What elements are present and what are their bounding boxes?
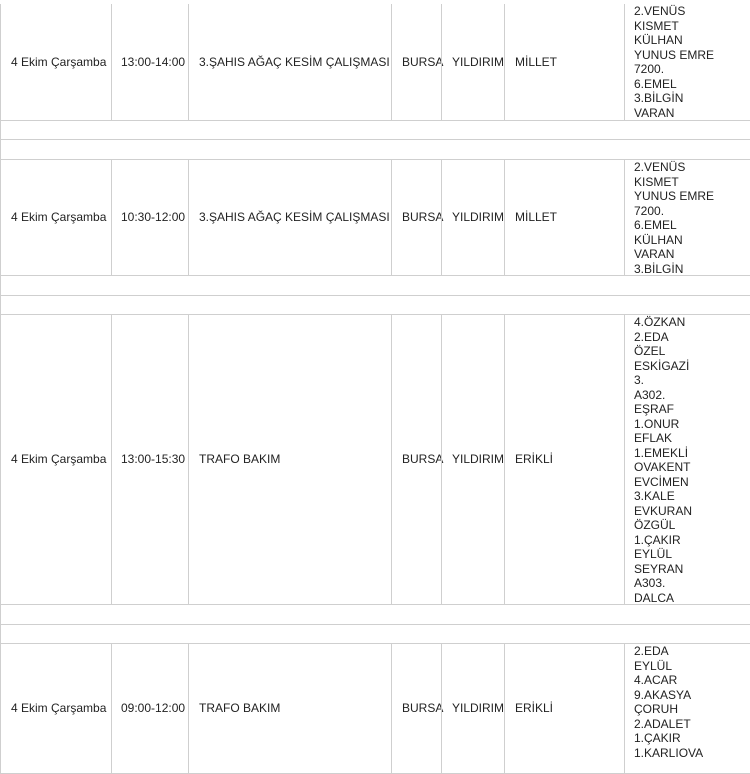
cell-reason: 3.ŞAHIS AĞAÇ KESİM ÇALIŞMASI	[188, 4, 391, 120]
street-name: 3.	[634, 373, 645, 387]
cell-date: 4 Ekim Çarşamba	[0, 159, 111, 275]
street-name: EVKURAN	[634, 503, 693, 518]
cell-streets	[624, 4, 750, 120]
row-divider	[0, 314, 750, 315]
spacer-border	[0, 604, 1, 643]
cell-streets	[624, 314, 750, 604]
street-name: ÖZEL	[634, 344, 666, 358]
street-name: 3.BİLGİN	[634, 91, 684, 105]
table-row	[0, 4, 750, 120]
street-name: EŞRAF	[634, 402, 675, 416]
cell-city: BURSA	[391, 4, 441, 120]
cell-date: 4 Ekim Çarşamba	[0, 314, 111, 604]
street-name: 1.EMEKLİ	[634, 445, 689, 460]
cell-time: 13:00-15:30	[111, 314, 188, 604]
street-name: KISMET	[634, 174, 679, 189]
street-name: 2.VENÜS	[634, 4, 686, 18]
street-name: 3.BİLGİN	[634, 261, 684, 276]
cell-neighborhood: MİLLET	[504, 4, 624, 120]
street-name: 7200.	[634, 62, 665, 76]
street-name: 9.AKASYA	[634, 687, 692, 702]
street-name: EYLÜL	[634, 547, 673, 561]
row-divider	[0, 159, 750, 160]
street-name: DALCA	[634, 590, 675, 605]
street-name: 6.EMEL	[634, 76, 677, 91]
street-name: VARAN	[634, 105, 675, 120]
cell-time: 09:00-12:00	[111, 643, 188, 773]
cell-city: BURSA	[391, 159, 441, 275]
cell-time: 13:00-14:00	[111, 4, 188, 120]
street-name: 4.ÖZKAN	[634, 315, 686, 329]
cell-district: YILDIRIM	[441, 4, 504, 120]
table-row	[0, 314, 750, 604]
street-name: 2.VENÜS	[634, 160, 686, 174]
row-divider	[0, 643, 750, 644]
spacer-border	[0, 120, 1, 159]
cell-date: 4 Ekim Çarşamba	[0, 4, 111, 120]
street-name: YUNUS EMRE	[634, 47, 715, 62]
row-divider	[0, 139, 750, 140]
street-name: KÜLHAN	[634, 33, 683, 47]
cell-streets	[624, 159, 750, 275]
street-name: A303.	[634, 576, 666, 590]
street-name: 1.KARLIOVA	[634, 745, 704, 760]
street-name: KISMET	[634, 18, 679, 33]
row-divider	[0, 604, 750, 605]
street-name: EFLAK	[634, 431, 673, 445]
row-divider	[0, 624, 750, 625]
cell-district: YILDIRIM	[441, 643, 504, 773]
street-name: 2.EDA	[634, 329, 669, 344]
street-name: 7200.	[634, 203, 665, 218]
street-name: 1.ÇAKIR	[634, 731, 681, 745]
street-name: 6.EMEL	[634, 218, 677, 232]
row-divider	[0, 120, 750, 121]
street-name: 3.KALE	[634, 489, 675, 503]
row-divider	[0, 275, 750, 276]
street-name: EYLÜL	[634, 658, 673, 673]
table-row	[0, 159, 750, 275]
street-name: OVAKENT	[634, 460, 691, 474]
cell-streets	[624, 643, 750, 773]
cell-reason: TRAFO BAKIM	[188, 643, 391, 773]
street-name: A302.	[634, 387, 666, 402]
street-name: 4.ACAR	[634, 673, 678, 687]
street-name: YUNUS EMRE	[634, 189, 715, 203]
row-divider	[0, 295, 750, 296]
cell-date: 4 Ekim Çarşamba	[0, 643, 111, 773]
table-row	[0, 643, 750, 773]
cell-city: BURSA	[391, 314, 441, 604]
street-name: ÇORUH	[634, 702, 678, 716]
cell-neighborhood: ERİKLİ	[504, 643, 624, 773]
cell-neighborhood: MİLLET	[504, 159, 624, 275]
street-name: 1.ÇAKIR	[634, 532, 681, 547]
cell-reason: 3.ŞAHIS AĞAÇ KESİM ÇALIŞMASI	[188, 159, 391, 275]
street-name: KÜLHAN	[634, 232, 683, 247]
cell-district: YILDIRIM	[441, 159, 504, 275]
street-name: ÖZGÜL	[634, 518, 676, 532]
street-name: ESKİGAZİ	[634, 358, 690, 373]
cell-neighborhood: ERİKLİ	[504, 314, 624, 604]
cell-city: BURSA	[391, 643, 441, 773]
street-name: 2.ADALET	[634, 716, 691, 731]
street-name: 2.EDA	[634, 644, 669, 658]
street-name: VARAN	[634, 247, 675, 261]
street-name: 1.ONUR	[634, 416, 680, 431]
street-name: SEYRAN	[634, 561, 684, 576]
street-name: EVCİMEN	[634, 474, 689, 489]
spacer-border	[0, 275, 1, 314]
cell-reason: TRAFO BAKIM	[188, 314, 391, 604]
cell-time: 10:30-12:00	[111, 159, 188, 275]
cell-district: YILDIRIM	[441, 314, 504, 604]
